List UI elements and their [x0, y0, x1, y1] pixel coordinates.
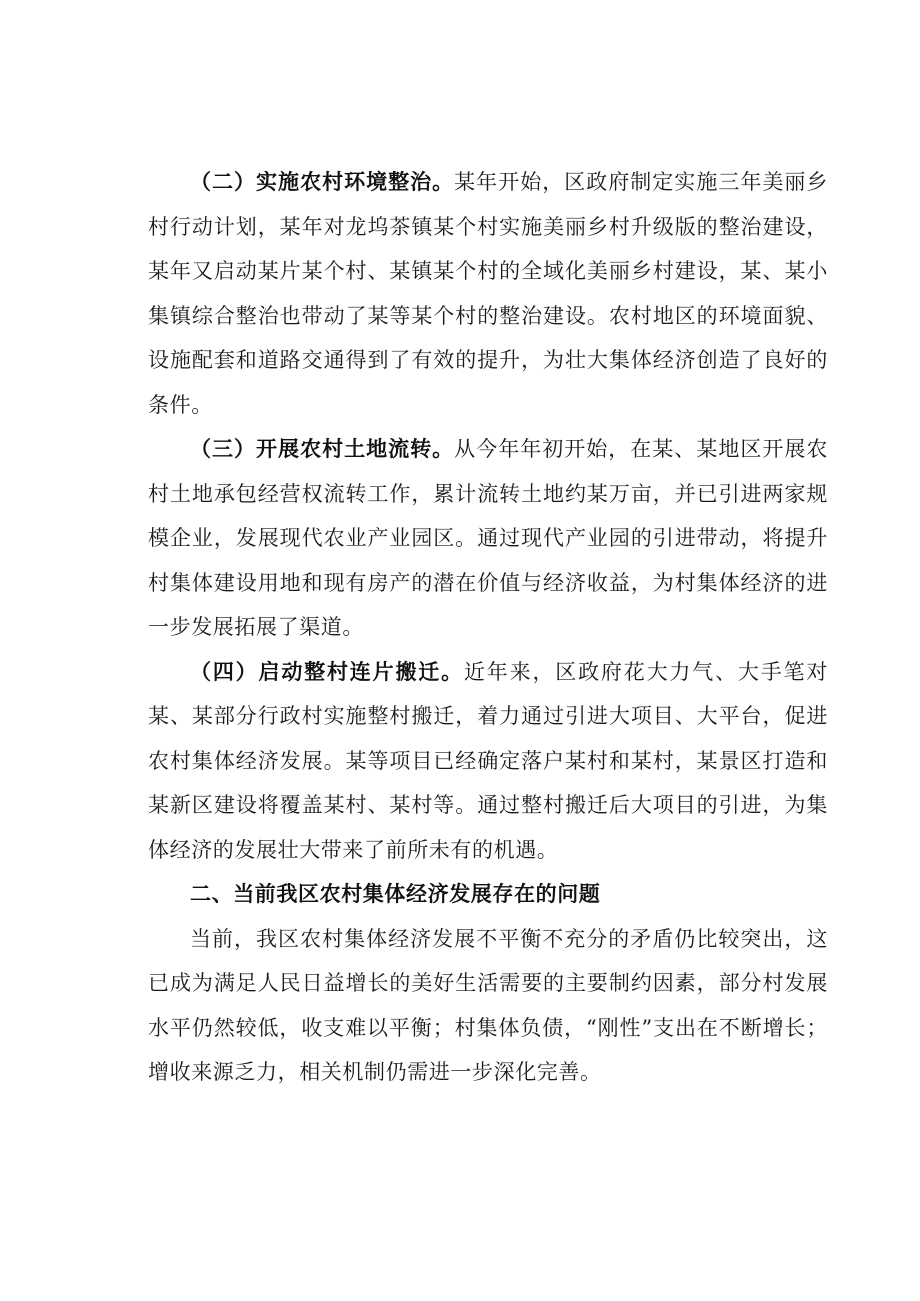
section-relocation-lead: （四）启动整村连片搬迁。	[190, 659, 464, 684]
section-land-transfer-lead: （三）开展农村土地流转。	[190, 437, 455, 461]
section-land-transfer-body: 从今年年初开始，在某、某地区开展农村土地承包经营权流转工作，累计流转土地约某万亩，并已引进两家规模企业，发展现代农业产业园区。通过现代产业园的引进带动，将提升村集体建设用地和现有房产的潜在价值与经济收益，为村集体经济的进一步发展拓展了渠道。	[148, 437, 828, 639]
section-heading: 二、当前我区农村集体经济发展存在的问题	[190, 882, 601, 906]
section-land-transfer-paragraph	[148, 427, 828, 650]
document-body	[148, 160, 828, 1095]
section-environment-lead: （二）实施农村环境整治。	[190, 170, 455, 194]
section-environment-body: 某年开始，区政府制定实施三年美丽乡村行动计划，某年对龙坞茶镇某个村实施美丽乡村升级版的整治建设，某年又启动某片某个村、某镇某个村的全域化美丽乡村建设，某、某小集镇综合整治也带动了某等某个村的整治建设。农村地区的环境面貌、设施配套和道路交通得到了有效的提升，为壮大集体经济创造了良好的条件。	[148, 170, 828, 417]
section-relocation-paragraph	[148, 650, 828, 873]
section-relocation-body: 近年来，区政府花大力气、大手笔对某、某部分行政村实施整村搬迁，着力通过引进大项目、大平台，促进农村集体经济发展。某等项目已经确定落户某村和某村，某景区打造和某新区建设将覆盖某村、某村等。通过整村搬迁后大项目的引进，为集体经济的发展壮大带来了前所未有的机遇。	[148, 659, 828, 862]
section-environment-paragraph	[148, 160, 828, 427]
closing-paragraph: 当前，我区农村集体经济发展不平衡不充分的矛盾仍比较突出，这已成为满足人民日益增长的美好生活需要的主要制约因素，部分村发展水平仍然较低，收支难以平衡；村集体负债，“刚性”支出在不断增长；增收来源乏力，相关机制仍需进一步深化完善。	[148, 926, 828, 1084]
